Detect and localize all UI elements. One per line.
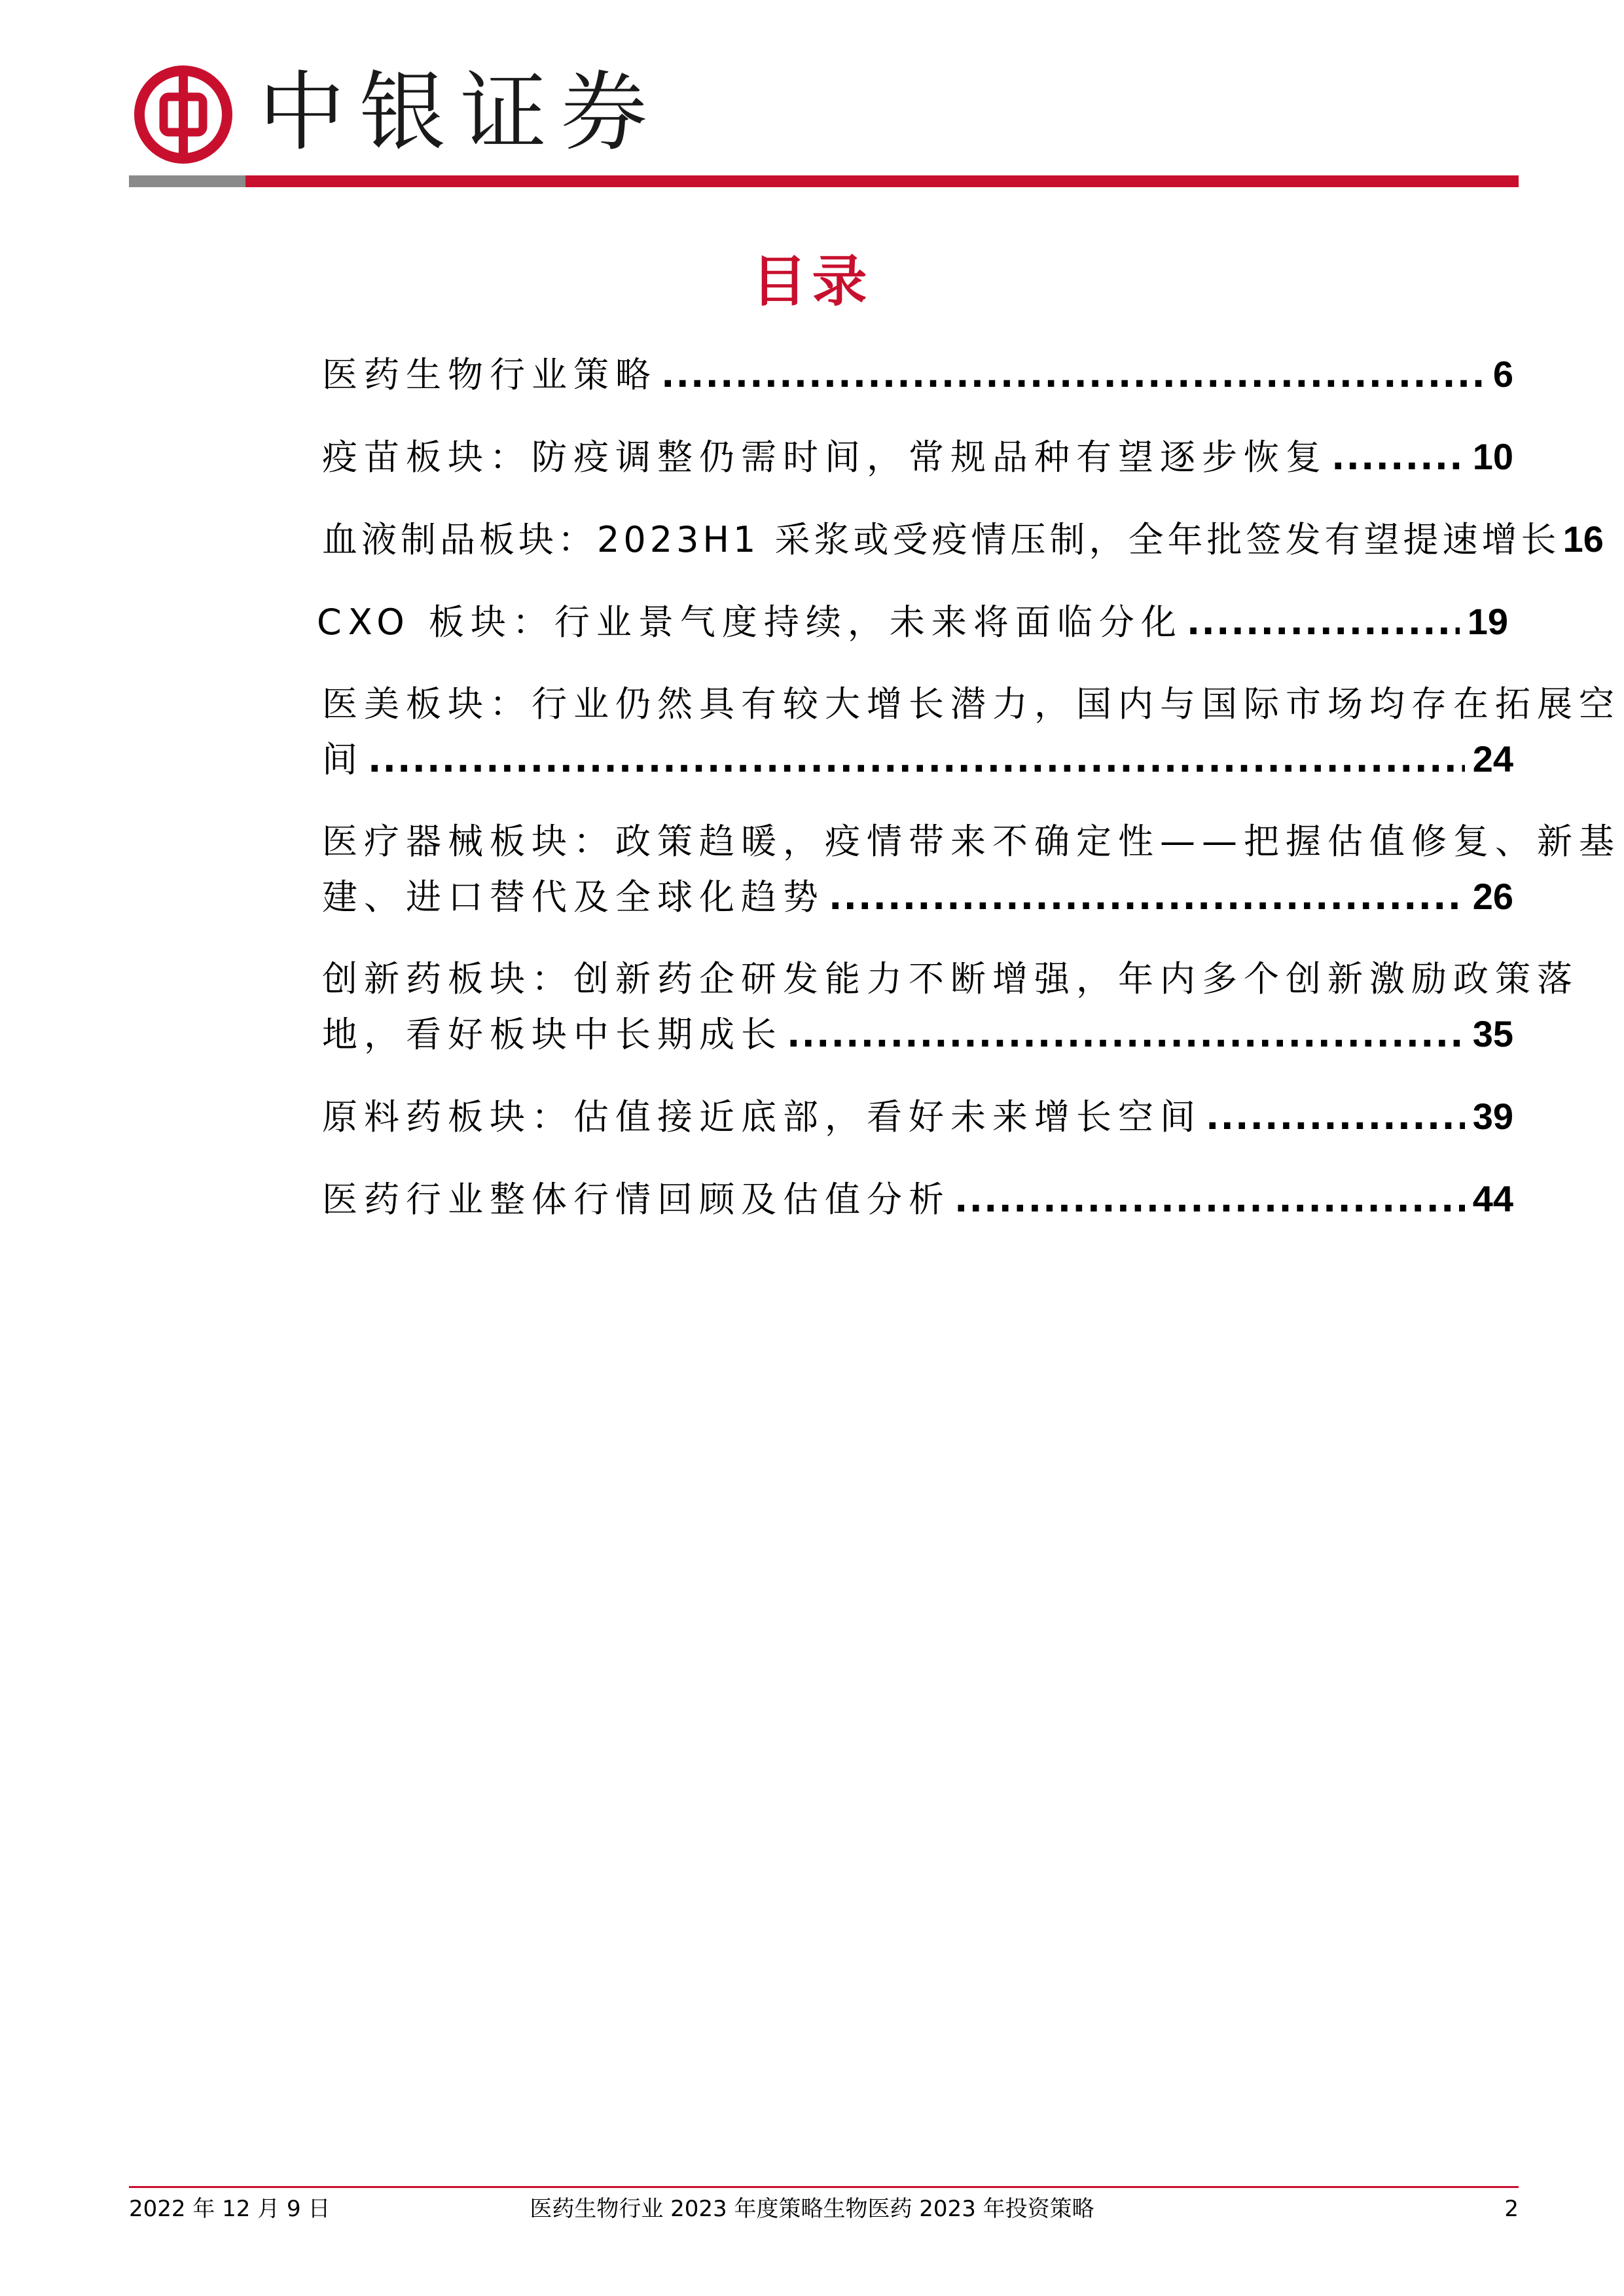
footer-date: 2022 年 12 月 9 日	[129, 2196, 331, 2222]
toc-entry[interactable]	[322, 429, 1513, 485]
toc-entry[interactable]	[322, 512, 1604, 567]
toc-leader-dots	[368, 732, 1465, 787]
toc-entry[interactable]	[322, 677, 1621, 787]
toc-entry-title[interactable]: 医药行业整体行情回顾及估值分析	[322, 1179, 950, 1220]
page-title: 目录	[751, 249, 873, 314]
toc-page-number[interactable]: 26	[1472, 876, 1513, 917]
toc-page-number[interactable]: 10	[1472, 436, 1513, 477]
brand-name: 中银证券	[259, 62, 662, 163]
toc-entry-title-line2[interactable]: 间	[322, 739, 364, 780]
header-divider-gray	[129, 175, 245, 187]
toc-leader-dots	[1331, 430, 1465, 485]
toc-page-number[interactable]: 24	[1472, 738, 1513, 780]
toc-entry-title[interactable]: CXO 板块：行业景气度持续，未来将面临分化	[317, 601, 1183, 643]
page-header	[0, 0, 1624, 196]
header-divider-red	[245, 175, 1519, 187]
toc-page-number[interactable]: 39	[1472, 1096, 1513, 1137]
toc-leader-dots	[1187, 595, 1460, 650]
toc-page-number[interactable]: 16	[1562, 518, 1604, 560]
toc-entry[interactable]	[322, 347, 1513, 403]
toc-leader-dots	[1206, 1090, 1465, 1145]
toc-leader-dots	[661, 348, 1485, 403]
toc-entry-title-line2[interactable]: 地，看好板块中长期成长	[322, 1014, 783, 1055]
toc-leader-dots	[787, 1007, 1465, 1062]
footer-divider	[129, 2186, 1519, 2188]
toc-entry-title-line1[interactable]: 医疗器械板块：政策趋暖，疫情带来不确定性——把握估值修复、新基	[322, 821, 1621, 862]
toc-leader-dots	[829, 870, 1465, 925]
toc-page-number[interactable]: 44	[1472, 1178, 1513, 1219]
toc-entry-title-line1[interactable]: 医美板块：行业仍然具有较大增长潜力，国内与国际市场均存在拓展空	[322, 683, 1621, 725]
toc-entry-title[interactable]: 疫苗板块：防疫调整仍需时间，常规品种有望逐步恢复	[322, 437, 1327, 478]
toc-entry[interactable]	[322, 1172, 1513, 1227]
toc-entry[interactable]	[322, 1089, 1513, 1145]
toc-entry[interactable]	[322, 814, 1621, 925]
toc-entry[interactable]	[322, 952, 1579, 1062]
toc-entry-title[interactable]: 医药生物行业策略	[322, 354, 657, 395]
bank-of-china-logo-icon	[134, 65, 232, 164]
toc-entry-title-line2[interactable]: 建、进口替代及全球化趋势	[322, 876, 825, 918]
toc-page-number[interactable]: 35	[1472, 1013, 1513, 1054]
toc-page-number[interactable]: 19	[1467, 601, 1508, 642]
toc-page-number[interactable]: 6	[1492, 353, 1513, 395]
footer-page-number: 2	[1504, 2196, 1519, 2222]
toc-entry-title-line1[interactable]: 创新药板块：创新药企研发能力不断增强，年内多个创新激励政策落	[322, 958, 1579, 999]
toc-leader-dots	[954, 1172, 1465, 1227]
toc-entry[interactable]	[317, 594, 1508, 650]
toc-entry-title[interactable]: 原料药板块：估值接近底部，看好未来增长空间	[322, 1096, 1202, 1138]
toc-entry-title[interactable]: 血液制品板块：2023H1 采浆或受疫情压制，全年批签发有望提速增长	[322, 519, 1561, 560]
footer-report-title: 医药生物行业 2023 年度策略生物医药 2023 年投资策略	[530, 2196, 1094, 2222]
